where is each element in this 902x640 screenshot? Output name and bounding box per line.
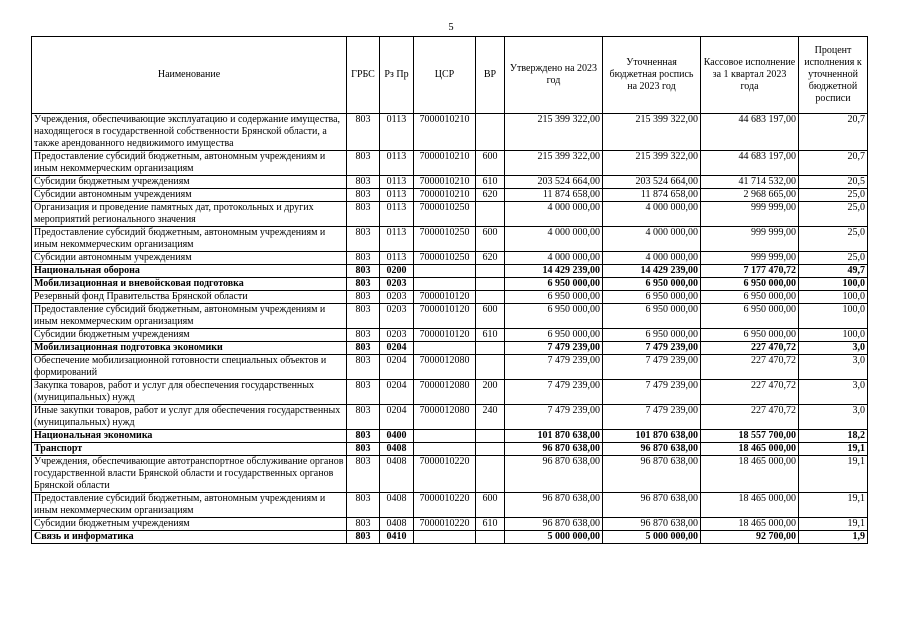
budget-table [31,36,868,544]
cell-refined: 4 000 000,00 [603,227,701,252]
cell-rzpr: 0408 [380,443,414,456]
cell-approved: 4 000 000,00 [505,202,603,227]
cell-refined: 7 479 239,00 [603,405,701,430]
cell-cash: 227 470,72 [701,380,799,405]
cell-refined: 6 950 000,00 [603,329,701,342]
cell-percent: 20,7 [799,114,868,151]
cell-name: Предоставление субсидий бюджетным, автономным учреждениям и иным некоммерческим организациям [32,151,347,176]
cell-cash: 999 999,00 [701,227,799,252]
cell-csr [414,278,476,291]
cell-name: Субсидии бюджетным учреждениям [32,518,347,531]
cell-csr: 7000010220 [414,493,476,518]
cell-rzpr: 0408 [380,518,414,531]
cell-name: Предоставление субсидий бюджетным, автономным учреждениям и иным некоммерческим организациям [32,493,347,518]
cell-vr: 240 [476,405,505,430]
table-row [32,304,868,329]
cell-refined: 7 479 239,00 [603,355,701,380]
cell-approved: 6 950 000,00 [505,278,603,291]
cell-percent: 25,0 [799,252,868,265]
cell-csr: 7000010210 [414,189,476,202]
cell-percent: 3,0 [799,355,868,380]
cell-grbs: 803 [347,291,380,304]
table-row [32,278,868,291]
cell-percent: 20,5 [799,176,868,189]
cell-vr [476,114,505,151]
cell-grbs: 803 [347,329,380,342]
cell-approved: 4 000 000,00 [505,252,603,265]
cell-cash: 41 714 532,00 [701,176,799,189]
cell-cash: 999 999,00 [701,252,799,265]
cell-csr: 7000010250 [414,227,476,252]
cell-approved: 6 950 000,00 [505,291,603,304]
cell-percent: 100,0 [799,278,868,291]
cell-grbs: 803 [347,252,380,265]
cell-rzpr: 0204 [380,355,414,380]
cell-name: Закупка товаров, работ и услуг для обеспечения государственных (муниципальных) нужд [32,380,347,405]
cell-csr: 7000010220 [414,456,476,493]
cell-rzpr: 0113 [380,202,414,227]
cell-cash: 7 177 470,72 [701,265,799,278]
cell-rzpr: 0204 [380,380,414,405]
cell-cash: 999 999,00 [701,202,799,227]
cell-rzpr: 0400 [380,430,414,443]
cell-percent: 19,1 [799,493,868,518]
cell-grbs: 803 [347,227,380,252]
cell-percent: 3,0 [799,405,868,430]
cell-grbs: 803 [347,531,380,544]
cell-cash: 18 465 000,00 [701,493,799,518]
table-row [32,518,868,531]
cell-cash: 44 683 197,00 [701,114,799,151]
table-row [32,189,868,202]
cell-refined: 215 399 322,00 [603,151,701,176]
cell-vr [476,531,505,544]
cell-name: Национальная оборона [32,265,347,278]
cell-percent: 25,0 [799,189,868,202]
cell-percent: 18,2 [799,430,868,443]
cell-refined: 6 950 000,00 [603,304,701,329]
cell-name: Связь и информатика [32,531,347,544]
cell-csr [414,443,476,456]
cell-csr: 7000012080 [414,380,476,405]
cell-percent: 19,1 [799,518,868,531]
cell-approved: 203 524 664,00 [505,176,603,189]
table-row [32,531,868,544]
cell-grbs: 803 [347,189,380,202]
cell-grbs: 803 [347,405,380,430]
header-name: Наименование [32,37,347,114]
cell-cash: 6 950 000,00 [701,304,799,329]
cell-rzpr: 0408 [380,456,414,493]
cell-percent: 25,0 [799,227,868,252]
cell-vr: 600 [476,227,505,252]
cell-name: Транспорт [32,443,347,456]
cell-rzpr: 0203 [380,329,414,342]
cell-vr [476,342,505,355]
cell-vr [476,443,505,456]
cell-vr: 600 [476,304,505,329]
cell-rzpr: 0113 [380,252,414,265]
cell-approved: 7 479 239,00 [505,405,603,430]
cell-csr: 7000010120 [414,329,476,342]
cell-rzpr: 0113 [380,176,414,189]
table-row [32,176,868,189]
table-body [32,114,868,544]
table-row [32,202,868,227]
cell-name: Субсидии автономным учреждениям [32,252,347,265]
cell-vr [476,355,505,380]
cell-refined: 203 524 664,00 [603,176,701,189]
cell-grbs: 803 [347,430,380,443]
table-row [32,291,868,304]
cell-rzpr: 0410 [380,531,414,544]
cell-refined: 96 870 638,00 [603,456,701,493]
cell-rzpr: 0204 [380,405,414,430]
cell-percent: 19,1 [799,443,868,456]
cell-cash: 6 950 000,00 [701,291,799,304]
table-row [32,265,868,278]
page-number: 5 [448,22,454,33]
cell-percent: 20,7 [799,151,868,176]
cell-cash: 18 465 000,00 [701,518,799,531]
cell-name: Предоставление субсидий бюджетным, автономным учреждениям и иным некоммерческим организациям [32,227,347,252]
cell-csr: 7000010210 [414,176,476,189]
cell-rzpr: 0113 [380,114,414,151]
table-row [32,355,868,380]
cell-grbs: 803 [347,342,380,355]
cell-vr [476,202,505,227]
cell-name: Субсидии бюджетным учреждениям [32,329,347,342]
cell-csr [414,531,476,544]
cell-cash: 6 950 000,00 [701,329,799,342]
cell-approved: 7 479 239,00 [505,342,603,355]
cell-cash: 92 700,00 [701,531,799,544]
cell-cash: 44 683 197,00 [701,151,799,176]
cell-name: Субсидии бюджетным учреждениям [32,176,347,189]
cell-approved: 4 000 000,00 [505,227,603,252]
header-refined: Уточненная бюджетная роспись на 2023 год [603,37,701,114]
cell-cash: 6 950 000,00 [701,278,799,291]
cell-cash: 227 470,72 [701,342,799,355]
cell-grbs: 803 [347,355,380,380]
cell-approved: 11 874 658,00 [505,189,603,202]
cell-approved: 14 429 239,00 [505,265,603,278]
cell-name: Организация и проведение памятных дат, протокольных и других мероприятий регионального значения [32,202,347,227]
cell-grbs: 803 [347,114,380,151]
cell-refined: 7 479 239,00 [603,342,701,355]
cell-rzpr: 0113 [380,189,414,202]
table-row [32,114,868,151]
cell-cash: 18 465 000,00 [701,456,799,493]
cell-csr: 7000012080 [414,355,476,380]
cell-approved: 7 479 239,00 [505,380,603,405]
cell-rzpr: 0203 [380,291,414,304]
cell-rzpr: 0113 [380,151,414,176]
cell-percent: 25,0 [799,202,868,227]
cell-grbs: 803 [347,456,380,493]
cell-grbs: 803 [347,202,380,227]
cell-grbs: 803 [347,176,380,189]
cell-refined: 101 870 638,00 [603,430,701,443]
cell-approved: 215 399 322,00 [505,151,603,176]
cell-grbs: 803 [347,518,380,531]
cell-csr: 7000010250 [414,252,476,265]
cell-cash: 227 470,72 [701,405,799,430]
table-row [32,227,868,252]
table-row [32,151,868,176]
header-approved: Утверждено на 2023 год [505,37,603,114]
table-header [32,37,868,114]
cell-percent: 100,0 [799,304,868,329]
cell-cash: 227 470,72 [701,355,799,380]
cell-grbs: 803 [347,493,380,518]
cell-csr [414,265,476,278]
table-row [32,456,868,493]
table-row [32,329,868,342]
cell-vr: 610 [476,518,505,531]
header-csr: ЦСР [414,37,476,114]
cell-name: Резервный фонд Правительства Брянской области [32,291,347,304]
cell-percent: 3,0 [799,342,868,355]
cell-csr [414,430,476,443]
table-row [32,493,868,518]
cell-percent: 100,0 [799,329,868,342]
cell-approved: 96 870 638,00 [505,456,603,493]
cell-name: Субсидии автономным учреждениям [32,189,347,202]
cell-csr: 7000010250 [414,202,476,227]
cell-csr [414,342,476,355]
cell-percent: 3,0 [799,380,868,405]
cell-vr: 600 [476,493,505,518]
cell-percent: 19,1 [799,456,868,493]
cell-refined: 6 950 000,00 [603,278,701,291]
cell-csr: 7000010210 [414,151,476,176]
cell-rzpr: 0203 [380,278,414,291]
cell-vr: 620 [476,252,505,265]
cell-grbs: 803 [347,278,380,291]
cell-refined: 96 870 638,00 [603,518,701,531]
cell-vr [476,265,505,278]
cell-vr [476,291,505,304]
cell-vr [476,456,505,493]
cell-name: Учреждения, обеспечивающие автотранспортное обслуживание органов государственной власти Брянской области и государственных органов Брянской области [32,456,347,493]
cell-csr: 7000012080 [414,405,476,430]
table-row [32,430,868,443]
cell-vr: 610 [476,329,505,342]
cell-refined: 7 479 239,00 [603,380,701,405]
cell-vr: 600 [476,151,505,176]
cell-csr: 7000010120 [414,291,476,304]
table-row [32,405,868,430]
cell-refined: 4 000 000,00 [603,252,701,265]
cell-csr: 7000010120 [414,304,476,329]
header-grbs: ГРБС [347,37,380,114]
cell-percent: 1,9 [799,531,868,544]
cell-approved: 5 000 000,00 [505,531,603,544]
cell-approved: 6 950 000,00 [505,329,603,342]
cell-rzpr: 0204 [380,342,414,355]
cell-name: Мобилизационная подготовка экономики [32,342,347,355]
cell-csr: 7000010210 [414,114,476,151]
cell-vr [476,430,505,443]
cell-rzpr: 0203 [380,304,414,329]
cell-cash: 18 557 700,00 [701,430,799,443]
cell-refined: 96 870 638,00 [603,493,701,518]
header-vr: ВР [476,37,505,114]
cell-cash: 18 465 000,00 [701,443,799,456]
header-percent: Процент исполнения к уточненной бюджетной росписи [799,37,868,114]
cell-approved: 6 950 000,00 [505,304,603,329]
cell-name: Мобилизационная и вневойсковая подготовка [32,278,347,291]
cell-refined: 5 000 000,00 [603,531,701,544]
cell-percent: 49,7 [799,265,868,278]
cell-approved: 215 399 322,00 [505,114,603,151]
cell-grbs: 803 [347,443,380,456]
cell-refined: 11 874 658,00 [603,189,701,202]
cell-refined: 6 950 000,00 [603,291,701,304]
cell-csr: 7000010220 [414,518,476,531]
cell-refined: 96 870 638,00 [603,443,701,456]
cell-approved: 7 479 239,00 [505,355,603,380]
cell-percent: 100,0 [799,291,868,304]
header-cash: Кассовое исполнение за 1 квартал 2023 года [701,37,799,114]
cell-approved: 96 870 638,00 [505,493,603,518]
table-row [32,342,868,355]
cell-name: Предоставление субсидий бюджетным, автономным учреждениям и иным некоммерческим организациям [32,304,347,329]
cell-name: Обеспечение мобилизационной готовности специальных объектов и формирований [32,355,347,380]
cell-approved: 96 870 638,00 [505,443,603,456]
header-rzpr: Рз Пр [380,37,414,114]
table-row [32,252,868,265]
cell-grbs: 803 [347,304,380,329]
cell-approved: 101 870 638,00 [505,430,603,443]
cell-approved: 96 870 638,00 [505,518,603,531]
cell-vr: 610 [476,176,505,189]
cell-refined: 215 399 322,00 [603,114,701,151]
cell-grbs: 803 [347,265,380,278]
cell-name: Национальная экономика [32,430,347,443]
cell-name: Учреждения, обеспечивающие эксплуатацию и содержание имущества, находящегося в государственной собственности Брянской области, а также арендованного недвижимого имущества [32,114,347,151]
cell-vr: 200 [476,380,505,405]
table-row [32,443,868,456]
cell-grbs: 803 [347,380,380,405]
cell-refined: 4 000 000,00 [603,202,701,227]
cell-cash: 2 968 665,00 [701,189,799,202]
cell-vr [476,278,505,291]
cell-rzpr: 0113 [380,227,414,252]
cell-rzpr: 0200 [380,265,414,278]
cell-refined: 14 429 239,00 [603,265,701,278]
cell-grbs: 803 [347,151,380,176]
table-row [32,380,868,405]
cell-name: Иные закупки товаров, работ и услуг для обеспечения государственных (муниципальных) нужд [32,405,347,430]
cell-rzpr: 0408 [380,493,414,518]
cell-vr: 620 [476,189,505,202]
